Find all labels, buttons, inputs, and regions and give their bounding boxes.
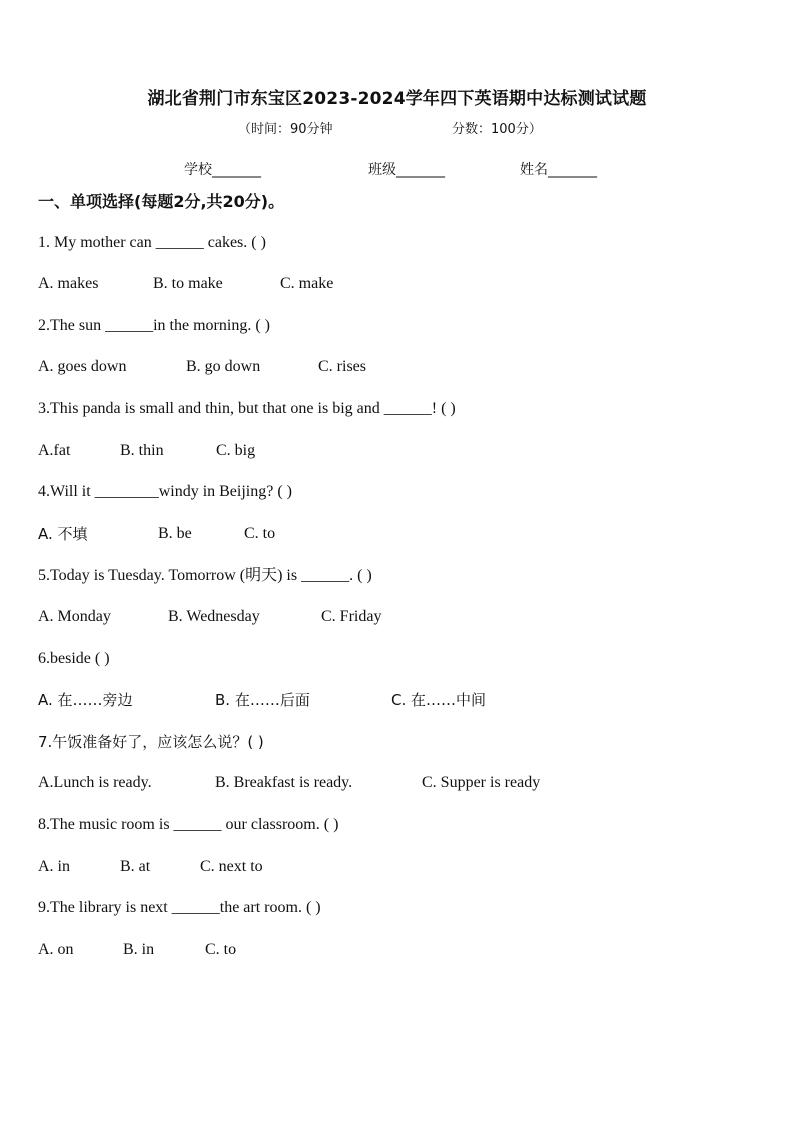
option-c: C. to xyxy=(205,941,237,958)
time-limit: （时间：90分钟 xyxy=(238,122,333,137)
question-4: 4.Will it ________windy in Beijing? ( ) xyxy=(38,483,292,500)
option-b: B. at xyxy=(120,858,151,875)
option-a: A.fat xyxy=(38,442,71,459)
question-3: 3.This panda is small and thin, but that one is big and ______! ( ) xyxy=(38,400,456,417)
page-title: 湖北省荆门市东宝区2023-2024学年四下英语期中达标测试试题 xyxy=(147,89,647,109)
option-a: A.Lunch is ready. xyxy=(38,774,152,791)
option-b: B. 在……后面 xyxy=(215,691,310,709)
option-c: C. Supper is ready xyxy=(422,774,541,791)
school-field: 学校_______ xyxy=(184,162,261,178)
option-a: A. in xyxy=(38,858,70,875)
question-7: 7.午饭准备好了，应该怎么说？( ) xyxy=(38,733,264,751)
option-b: B. Breakfast is ready. xyxy=(215,774,353,791)
option-a: A. 不填 xyxy=(38,525,88,543)
option-a: A. makes xyxy=(38,275,99,292)
question-1: 1. My mother can ______ cakes. ( ) xyxy=(38,234,266,251)
class-field: 班级_______ xyxy=(368,162,445,178)
option-b: B. Wednesday xyxy=(168,608,260,625)
option-a: A. on xyxy=(38,941,74,958)
option-c: C. big xyxy=(216,442,256,459)
option-a: A. goes down xyxy=(38,358,127,375)
option-c: C. Friday xyxy=(321,608,382,625)
question-5: 5.Today is Tuesday. Tomorrow (明天) is ______. ( ) xyxy=(38,567,372,584)
total-score: 分数：100分） xyxy=(452,122,542,137)
option-b: B. be xyxy=(158,525,192,542)
option-b: B. thin xyxy=(120,442,164,459)
option-c: C. next to xyxy=(200,858,263,875)
option-b: B. in xyxy=(123,941,155,958)
question-9: 9.The library is next ______the art room. ( ) xyxy=(38,899,321,916)
option-a: A. Monday xyxy=(38,608,111,625)
option-b: B. to make xyxy=(153,275,223,292)
option-b: B. go down xyxy=(186,358,261,375)
section-title: 一、单项选择(每题2分,共20分)。 xyxy=(38,192,285,211)
question-6: 6.beside ( ) xyxy=(38,650,110,667)
option-c: C. to xyxy=(244,525,276,542)
option-a: A. 在……旁边 xyxy=(38,691,133,709)
option-c: C. rises xyxy=(318,358,366,375)
question-2: 2.The sun ______in the morning. ( ) xyxy=(38,317,270,334)
option-c: C. make xyxy=(280,275,334,292)
name-field: 姓名_______ xyxy=(520,162,597,178)
option-c: C. 在……中间 xyxy=(391,691,487,709)
question-8: 8.The music room is ______ our classroom. ( ) xyxy=(38,816,339,833)
